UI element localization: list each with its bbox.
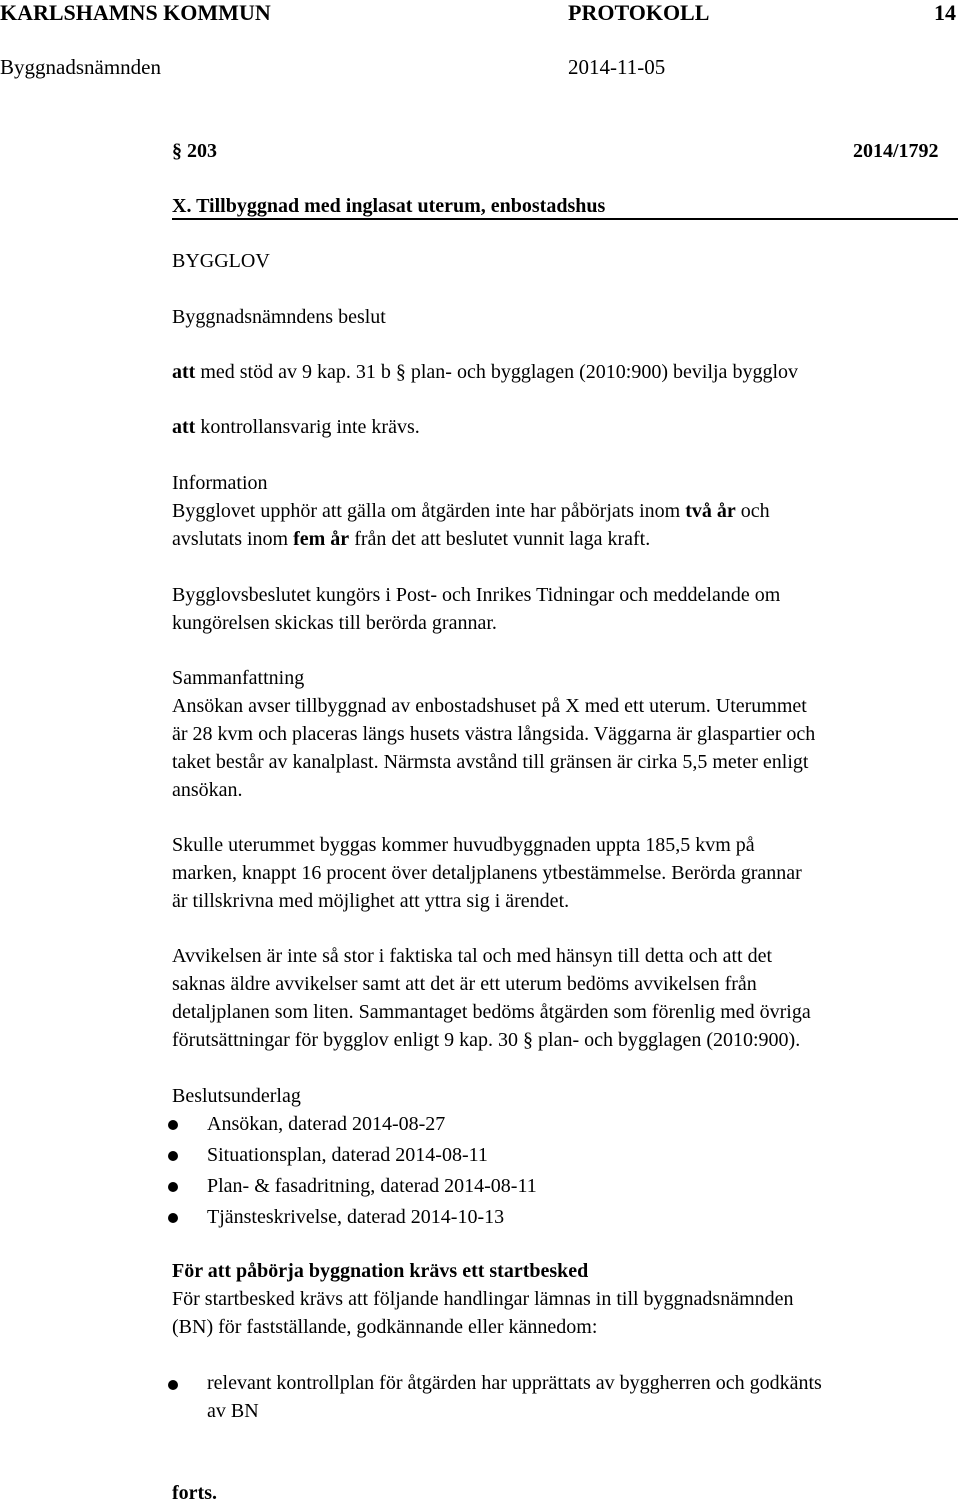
summary-p1-line: ansökan. [172, 779, 243, 801]
summary-p3-line: saknas äldre avvikelser samt att det är ett uterum bedöms avvikelsen från [172, 973, 757, 995]
page-number: 14 [934, 0, 956, 25]
information-p2-line: kungörelsen skickas till berörda grannar. [172, 612, 497, 634]
bullet-icon [168, 1182, 178, 1192]
continued-marker: forts. [172, 1482, 217, 1504]
meeting-date: 2014-11-05 [568, 55, 666, 79]
summary-p3-line: detaljplanen som liten. Sammantaget bedöms åtgärden som förenlig med övriga [172, 1001, 811, 1023]
summary-p2-line: marken, knappt 16 procent över detaljplanens ytbestämmelse. Berörda grannar [172, 862, 802, 884]
information-p1-line-2: avslutats inom fem år från det att beslutet vunnit laga kraft. [172, 528, 651, 550]
basis-item: Plan- & fasadritning, daterad 2014-08-11 [207, 1175, 537, 1197]
summary-p3-line: förutsättningar för bygglov enligt 9 kap. 30 § plan- och bygglagen (2010:900). [172, 1029, 801, 1051]
summary-p1-line: taket består av kanalplast. Närmsta avstånd till gränsen är cirka 5,5 meter enligt [172, 751, 809, 773]
startbesked-line: (BN) för fastställande, godkännande eller kännedom: [172, 1316, 598, 1338]
basis-item: Ansökan, daterad 2014-08-27 [207, 1113, 446, 1135]
summary-p1-line: Ansökan avser tillbyggnad av enbostadshuset på X med ett uterum. Uterummet [172, 695, 807, 717]
doc-type: PROTOKOLL [568, 0, 710, 25]
basis-item: Situationsplan, daterad 2014-08-11 [207, 1144, 488, 1166]
decision-item-1: att med stöd av 9 kap. 31 b § plan- och bygglagen (2010:900) bevilja bygglov [172, 361, 798, 383]
startbesked-item-line: relevant kontrollplan för åtgärden har upprättats av byggherren och godkänts [207, 1372, 822, 1394]
information-heading: Information [172, 472, 268, 494]
bullet-icon [168, 1380, 178, 1390]
summary-p2-line: är tillskrivna med möjlighet att yttra sig i ärendet. [172, 890, 570, 912]
decision-heading: Byggnadsnämndens beslut [172, 306, 386, 328]
case-title: X. Tillbyggnad med inglasat uterum, enbostadshus [172, 195, 606, 217]
diary-number: 2014/1792 [853, 140, 939, 162]
information-p1-line-1: Bygglovet upphör att gälla om åtgärden inte har påbörjats inom två år och [172, 500, 770, 522]
case-type: BYGGLOV [172, 250, 270, 272]
summary-p1-line: är 28 kvm och placeras längs husets västra långsida. Väggarna är glaspartier och [172, 723, 816, 745]
summary-heading: Sammanfattning [172, 667, 305, 689]
committee-name: Byggnadsnämnden [0, 55, 161, 79]
bullet-icon [168, 1151, 178, 1161]
startbesked-heading: För att påbörja byggnation krävs ett startbesked [172, 1260, 589, 1282]
startbesked-item-line: av BN [207, 1400, 259, 1422]
bullet-icon [168, 1213, 178, 1223]
title-underline [172, 218, 958, 220]
bullet-icon [168, 1120, 178, 1130]
startbesked-line: För startbesked krävs att följande handlingar lämnas in till byggnadsnämnden [172, 1288, 794, 1310]
basis-item: Tjänsteskrivelse, daterad 2014-10-13 [207, 1206, 505, 1228]
decision-item-2: att kontrollansvarig inte krävs. [172, 416, 420, 438]
summary-p2-line: Skulle uterummet byggas kommer huvudbyggnaden uppta 185,5 kvm på [172, 834, 755, 856]
org-name: KARLSHAMNS KOMMUN [0, 0, 271, 25]
summary-p3-line: Avvikelsen är inte så stor i faktiska tal och med hänsyn till detta och att det [172, 945, 773, 967]
paragraph-number: § 203 [172, 140, 217, 162]
basis-heading: Beslutsunderlag [172, 1085, 301, 1107]
information-p2-line: Bygglovsbeslutet kungörs i Post- och Inrikes Tidningar och meddelande om [172, 584, 781, 606]
